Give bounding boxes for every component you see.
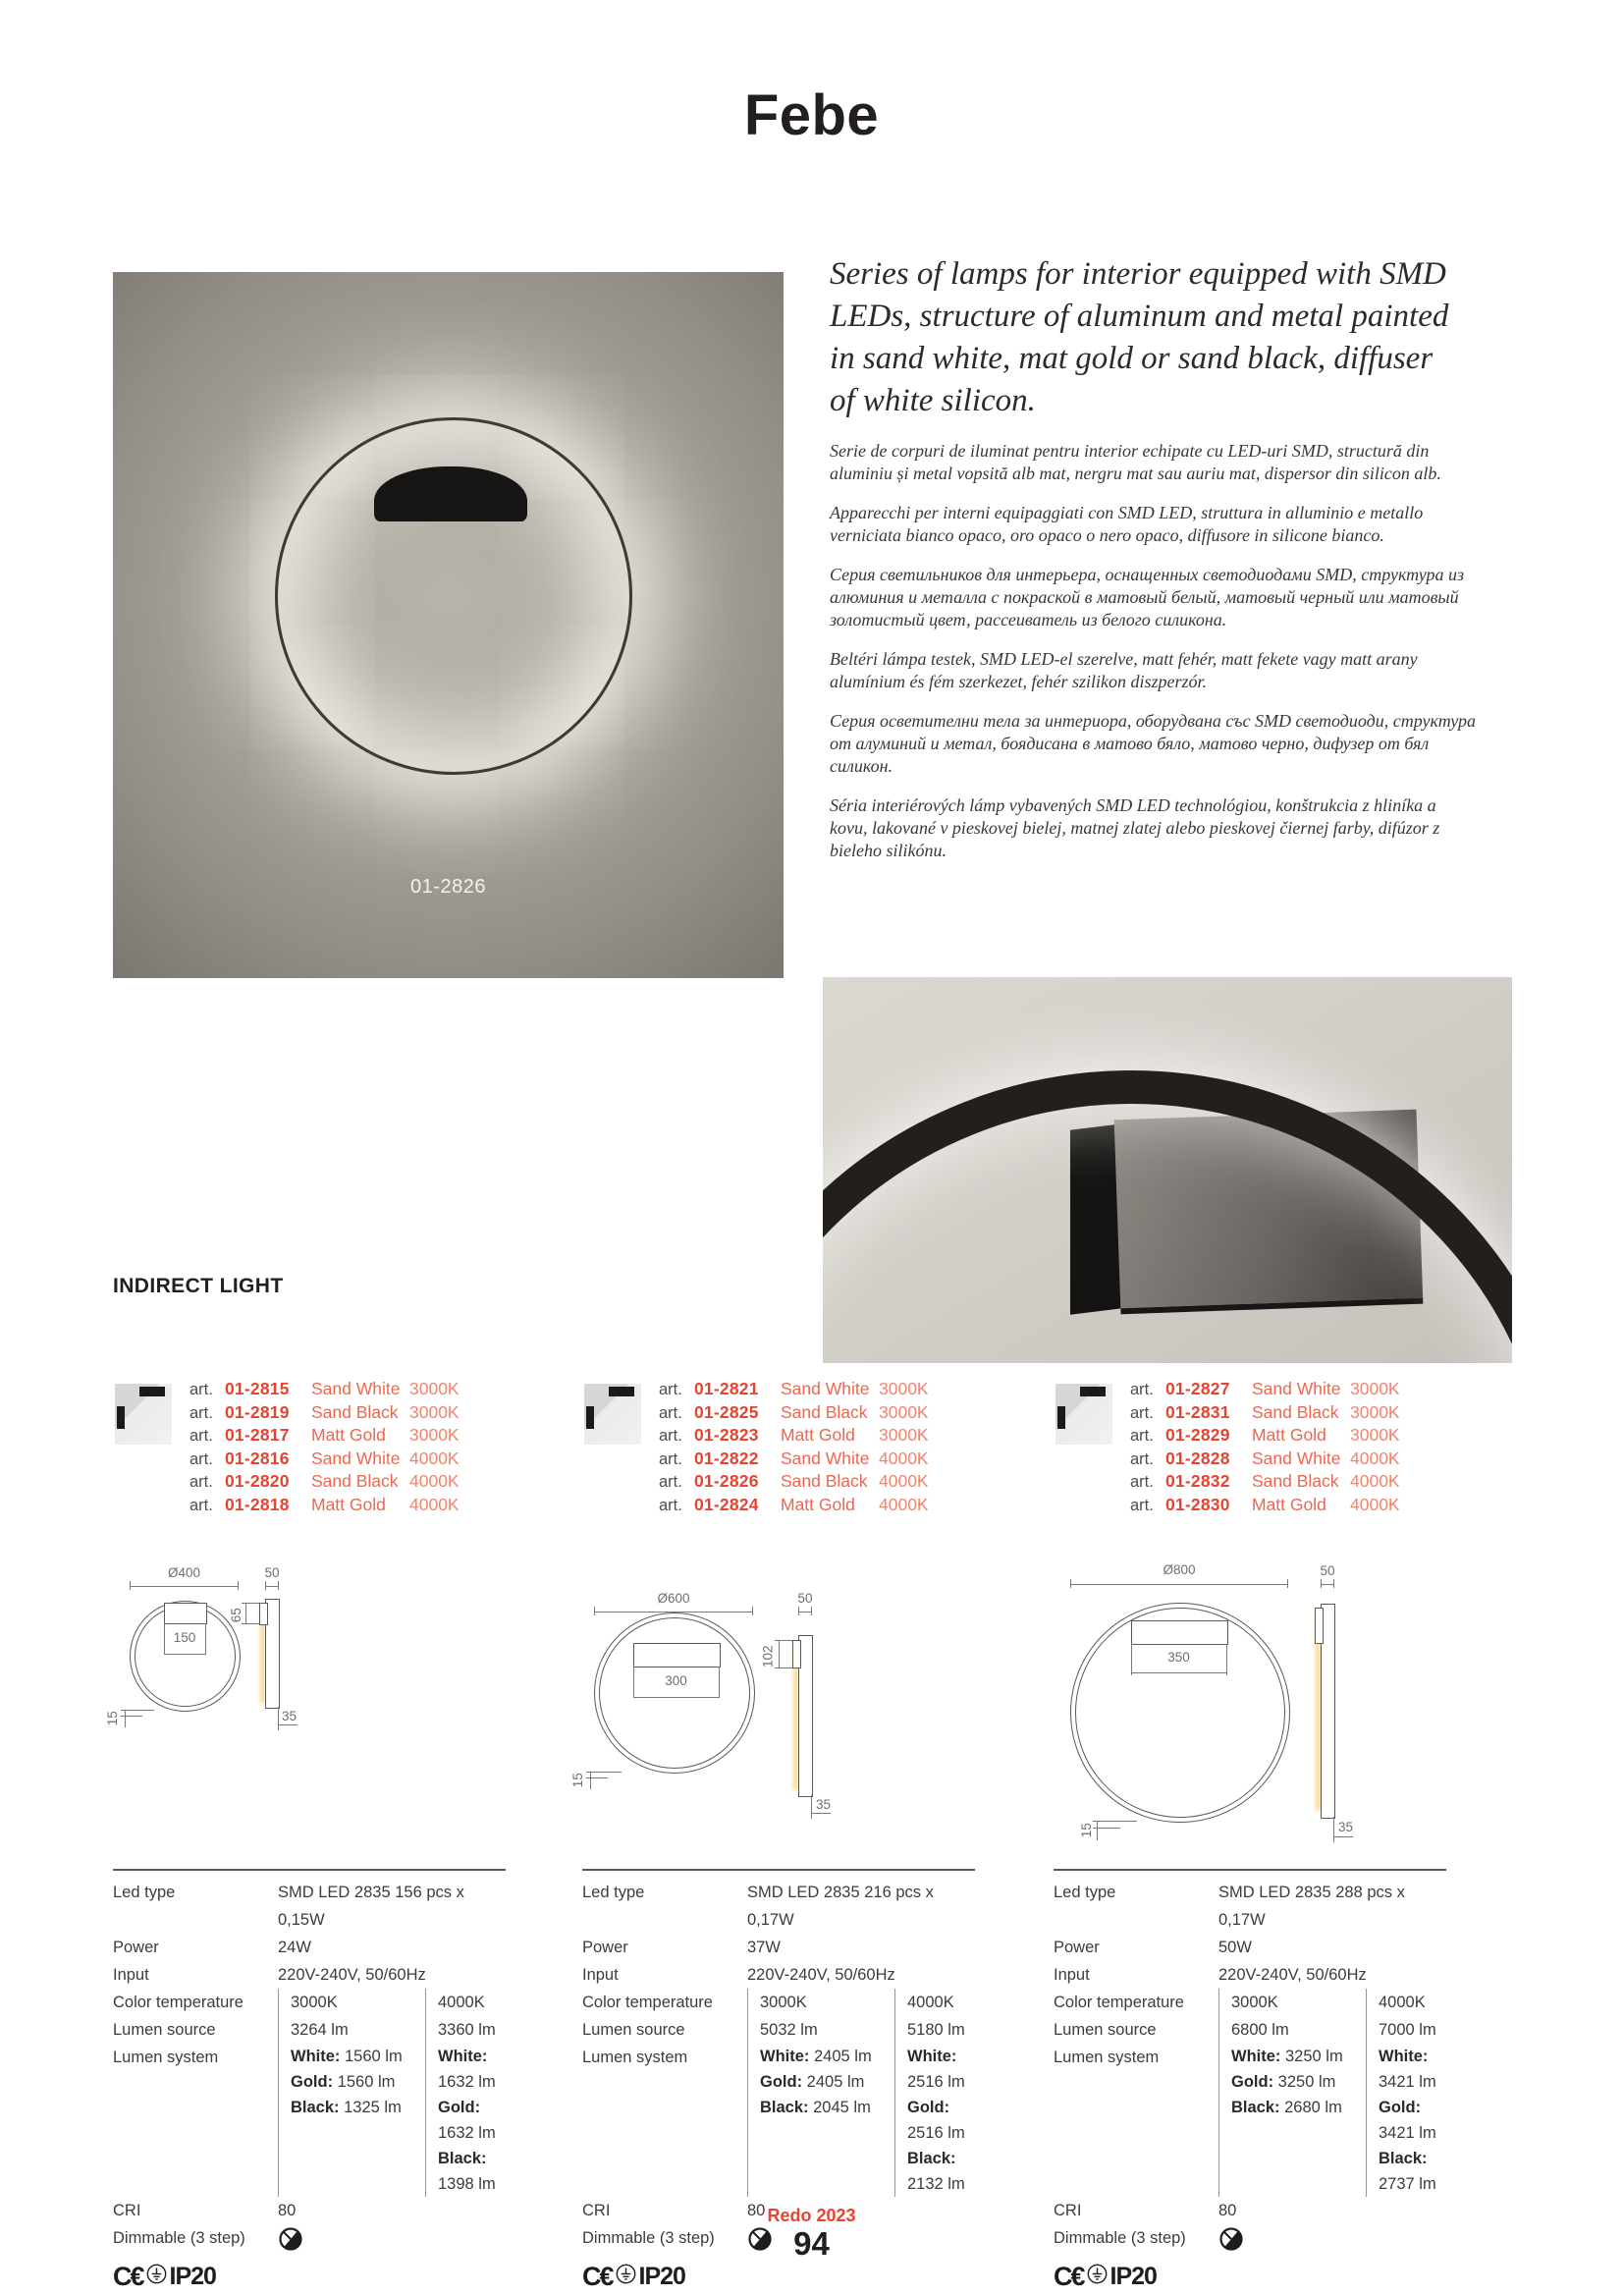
section-label: INDIRECT LIGHT — [113, 1275, 284, 1297]
article-finish: Sand Black — [1252, 1401, 1339, 1422]
spec-row: Dimmable (3 step) — [1054, 2224, 1446, 2256]
dim-depth: 50 — [264, 1565, 280, 1580]
certifications — [113, 2261, 506, 2291]
detail-photo — [823, 977, 1512, 1363]
article-finish: Sand Black — [781, 1401, 868, 1422]
article-temp: 4000K — [409, 1494, 460, 1514]
article-row: art. 01-2826 Sand Black 4000K — [659, 1470, 975, 1494]
article-row: art. 01-2820 Sand Black 4000K — [189, 1470, 506, 1494]
article-finish: Sand Black — [1252, 1471, 1339, 1491]
photo-caption: 01-2826 — [410, 876, 486, 898]
lumen-system-3000k: White: 1560 lm Gold: 1560 lm Black: 1325 lm — [278, 2044, 425, 2197]
article-row: art. 01-2824 Matt Gold 4000K — [659, 1494, 975, 1517]
article-code: 01-2832 — [1165, 1471, 1230, 1491]
article-finish: Sand White — [781, 1379, 870, 1398]
article-finish: Sand Black — [781, 1471, 868, 1491]
spec-row: Power 50W — [1054, 1934, 1446, 1961]
hero-photo — [113, 272, 784, 978]
dim-offset: 15 — [569, 1773, 585, 1788]
article-temp: 3000K — [879, 1401, 929, 1422]
ip-rating: IP20 — [1109, 2262, 1157, 2290]
spec-row: Led type SMD LED 2835 156 pcs x 0,15W — [113, 1879, 506, 1934]
page-title: Febe — [743, 83, 880, 147]
article-temp: 3000K — [879, 1425, 929, 1445]
spec-row: Lumen system White: 2405 lm Gold: 2405 lm Black: 2045 lm White: 2516 lm Gold: 2516 lm Black: 2132 lm — [582, 2044, 975, 2197]
dim-inner-width: 350 — [1167, 1650, 1190, 1665]
article-code: 01-2817 — [225, 1425, 290, 1445]
article-finish: Matt Gold — [1252, 1494, 1326, 1514]
ground-icon — [1087, 2264, 1108, 2289]
article-finish: Matt Gold — [311, 1425, 386, 1445]
temp-4000k: 4000K — [894, 1989, 975, 2016]
article-temp: 3000K — [409, 1425, 460, 1445]
led-type-value: SMD LED 2835 216 pcs x 0,17W — [747, 1884, 934, 1929]
technical-drawing-d400 — [104, 1565, 498, 1871]
article-finish: Sand Black — [311, 1471, 399, 1491]
article-code: 01-2820 — [225, 1471, 290, 1491]
cri-value: 80 — [1218, 2202, 1237, 2219]
article-row: art. 01-2821 Sand White 3000K — [659, 1378, 975, 1401]
spec-row: Power 37W — [582, 1934, 975, 1961]
article-row: art. 01-2830 Matt Gold 4000K — [1130, 1494, 1446, 1517]
page-number: 94 — [793, 2225, 830, 2262]
temp-4000k: 4000K — [425, 1989, 506, 2016]
article-temp: 4000K — [1350, 1494, 1400, 1514]
dim-diameter: Ø400 — [167, 1565, 201, 1580]
description-paragraph-hu: Beltéri lámpa testek, SMD LED-el szerelve, matt fehér, matt fekete vagy matt arany alumínium és fém szerkezet, fehér szilikon diszperzór. — [830, 649, 1418, 692]
article-code: 01-2821 — [694, 1379, 759, 1398]
description-paragraph-sk: Séria interiérových lámp vybavených SMD LED technológiou, konštrukcia z hliníka a kovu, lakované v pieskovej bielej, matnej zlatej alebo pieskovej čiernej farby, difúzor z bieleho silikónu. — [830, 795, 1440, 861]
spec-row: Lumen source 5032 lm 5180 lm — [582, 2016, 975, 2044]
article-code: 01-2823 — [694, 1425, 759, 1445]
article-row: art. 01-2832 Sand Black 4000K — [1130, 1470, 1446, 1494]
lumen-system-3000k: White: 2405 lm Gold: 2405 lm Black: 2045 lm — [747, 2044, 894, 2197]
spec-row: Lumen source 6800 lm 7000 lm — [1054, 2016, 1446, 2044]
article-temp: 4000K — [409, 1471, 460, 1491]
dim-diameter: Ø600 — [657, 1591, 690, 1606]
spec-row: Power 24W — [113, 1934, 506, 1961]
description-headline: Series of lamps for interior equipped with SMD LEDs, structure of aluminum and metal painted in sand white, mat gold or sand black, diffuser of white silicon. — [830, 256, 1449, 418]
ip-rating: IP20 — [169, 2262, 216, 2290]
article-code: 01-2824 — [694, 1494, 759, 1514]
article-list-d400 — [113, 1378, 506, 1540]
temp-4000k: 4000K — [1366, 1989, 1446, 2016]
article-finish: Matt Gold — [781, 1494, 855, 1514]
description-paragraphs — [830, 440, 1478, 879]
spec-row: Lumen system White: 1560 lm Gold: 1560 lm Black: 1325 lm White: 1632 lm Gold: 1632 lm Black: 1398 lm — [113, 2044, 506, 2197]
article-code: 01-2828 — [1165, 1448, 1230, 1468]
lumen-source-3000k: 3264 lm — [278, 2016, 425, 2044]
dim-wall: 35 — [1338, 1820, 1354, 1834]
spec-row: CRI 80 — [113, 2197, 506, 2224]
description-paragraph-it: Apparecchi per interni equipaggiati con SMD LED, struttura in alluminio e metallo verniciata bianco opaco, oro opaco o nero opaco, diffusore in silicone bianco. — [830, 503, 1424, 546]
article-temp: 4000K — [879, 1471, 929, 1491]
led-type-value: SMD LED 2835 156 pcs x 0,15W — [278, 1884, 464, 1929]
certifications — [1054, 2261, 1446, 2291]
spec-row: Led type SMD LED 2835 288 pcs x 0,17W — [1054, 1879, 1446, 1934]
article-temp: 4000K — [409, 1448, 460, 1468]
article-finish: Matt Gold — [311, 1494, 386, 1514]
article-list-d800 — [1054, 1378, 1446, 1540]
article-row: art. 01-2829 Matt Gold 3000K — [1130, 1424, 1446, 1448]
article-row: art. 01-2818 Matt Gold 4000K — [189, 1494, 506, 1517]
spec-row: Lumen system White: 3250 lm Gold: 3250 lm Black: 2680 lm White: 3421 lm Gold: 3421 lm Black: 2737 lm — [1054, 2044, 1446, 2197]
article-temp: 4000K — [1350, 1471, 1400, 1491]
article-temp: 4000K — [879, 1494, 929, 1514]
article-row: art. 01-2825 Sand Black 3000K — [659, 1401, 975, 1425]
article-temp: 3000K — [1350, 1425, 1400, 1445]
spec-row: Input 220V-240V, 50/60Hz — [113, 1961, 506, 1989]
temp-3000k: 3000K — [278, 1989, 425, 2016]
ip-rating: IP20 — [638, 2262, 685, 2290]
article-finish: Sand White — [781, 1448, 870, 1468]
input-value: 220V-240V, 50/60Hz — [747, 1966, 895, 1984]
dim-bracket: 102 — [760, 1645, 776, 1668]
product-thumbnail-icon — [115, 1384, 172, 1445]
article-temp: 3000K — [409, 1379, 460, 1398]
dim-offset: 15 — [1078, 1823, 1094, 1838]
dim-inner-width: 300 — [665, 1673, 687, 1688]
input-value: 220V-240V, 50/60Hz — [278, 1966, 426, 1984]
technical-drawing-d600 — [569, 1566, 967, 1881]
article-row: art. 01-2817 Matt Gold 3000K — [189, 1424, 506, 1448]
article-temp: 4000K — [879, 1448, 929, 1468]
article-temp: 3000K — [1350, 1401, 1400, 1422]
article-temp: 3000K — [409, 1401, 460, 1422]
cri-value: 80 — [747, 2202, 766, 2219]
description-paragraph-ro: Serie de corpuri de iluminat pentru interior echipate cu LED-uri SMD, structură din aluminiu și metal vopsită alb mat, nergru mat sau auriu mat, dispersor din silicon alb. — [830, 441, 1441, 484]
article-row: art. 01-2822 Sand White 4000K — [659, 1448, 975, 1471]
power-value: 37W — [747, 1939, 781, 1956]
article-row: art. 01-2827 Sand White 3000K — [1130, 1378, 1446, 1401]
certifications — [582, 2261, 975, 2291]
dim-diameter: Ø800 — [1163, 1562, 1196, 1577]
article-temp: 4000K — [1350, 1448, 1400, 1468]
led-type-value: SMD LED 2835 288 pcs x 0,17W — [1218, 1884, 1405, 1929]
spec-row: Color temperature 3000K 4000K — [582, 1989, 975, 2016]
article-finish: Sand White — [311, 1448, 401, 1468]
article-finish: Sand White — [1252, 1379, 1341, 1398]
spec-row: Lumen source 3264 lm 3360 lm — [113, 2016, 506, 2044]
article-finish: Matt Gold — [781, 1425, 855, 1445]
ce-mark: C€ — [1054, 2261, 1084, 2291]
article-row: art. 01-2819 Sand Black 3000K — [189, 1401, 506, 1425]
article-row: art. 01-2831 Sand Black 3000K — [1130, 1401, 1446, 1425]
article-code: 01-2825 — [694, 1401, 759, 1422]
temp-3000k: 3000K — [747, 1989, 894, 2016]
input-value: 220V-240V, 50/60Hz — [1218, 1966, 1367, 1984]
spec-row: Dimmable (3 step) — [113, 2224, 506, 2256]
article-code: 01-2816 — [225, 1448, 290, 1468]
article-code: 01-2831 — [1165, 1401, 1230, 1422]
lumen-source-4000k: 7000 lm — [1366, 2016, 1446, 2044]
lumen-source-4000k: 5180 lm — [894, 2016, 975, 2044]
ce-mark: C€ — [113, 2261, 143, 2291]
cri-value: 80 — [278, 2202, 297, 2219]
article-row: art. 01-2828 Sand White 4000K — [1130, 1448, 1446, 1471]
article-code: 01-2830 — [1165, 1494, 1230, 1514]
lumen-system-4000k: White: 2516 lm Gold: 2516 lm Black: 2132 lm — [894, 2044, 975, 2197]
article-row: art. 01-2815 Sand White 3000K — [189, 1378, 506, 1401]
ground-icon — [616, 2264, 636, 2289]
spec-row: Color temperature 3000K 4000K — [113, 1989, 506, 2016]
spec-row: CRI 80 — [582, 2197, 975, 2224]
technical-drawing-d800 — [1054, 1552, 1438, 1876]
product-thumbnail-icon — [1055, 1384, 1112, 1445]
description-paragraph-ru: Серия светильников для интерьера, оснащенных светодиодами SMD, структура из алюминия и металла с покраской в матовый белый, матовый черный или матовый золотистый цвет, рассеиватель из белого силикона. — [830, 565, 1464, 630]
lumen-system-3000k: White: 3250 lm Gold: 3250 lm Black: 2680 lm — [1218, 2044, 1366, 2197]
dim-bracket: 65 — [228, 1608, 243, 1623]
description-paragraph-bg: Серия осветителни тела за интериора, оборудвана със SMD светодиоди, структура от алуминий и метал, боядисана в матово бяло, матово черно, дифузер от бял силикон. — [830, 711, 1477, 777]
spec-row: Dimmable (3 step) — [582, 2224, 975, 2256]
article-list-d600 — [582, 1378, 975, 1540]
lumen-system-4000k: White: 1632 lm Gold: 1632 lm Black: 1398 lm — [425, 2044, 506, 2197]
article-code: 01-2815 — [225, 1379, 290, 1398]
article-temp: 3000K — [879, 1379, 929, 1398]
power-value: 50W — [1218, 1939, 1252, 1956]
article-code: 01-2827 — [1165, 1379, 1230, 1398]
dim-offset: 15 — [104, 1711, 120, 1726]
article-finish: Sand White — [1252, 1448, 1341, 1468]
dim-wall: 35 — [816, 1797, 832, 1812]
article-code: 01-2829 — [1165, 1425, 1230, 1445]
power-value: 24W — [278, 1939, 311, 1956]
spec-row: Led type SMD LED 2835 216 pcs x 0,17W — [582, 1879, 975, 1934]
lumen-source-3000k: 5032 lm — [747, 2016, 894, 2044]
dim-wall: 35 — [282, 1709, 298, 1723]
article-code: 01-2818 — [225, 1494, 290, 1514]
article-temp: 3000K — [1350, 1379, 1400, 1398]
product-thumbnail-icon — [584, 1384, 641, 1445]
spec-row: Input 220V-240V, 50/60Hz — [1054, 1961, 1446, 1989]
dim-depth: 50 — [797, 1591, 813, 1606]
dim-depth: 50 — [1320, 1563, 1335, 1578]
article-code: 01-2819 — [225, 1401, 290, 1422]
ce-mark: C€ — [582, 2261, 613, 2291]
article-finish: Sand Black — [311, 1401, 399, 1422]
ground-icon — [146, 2264, 167, 2289]
spec-row: Input 220V-240V, 50/60Hz — [582, 1961, 975, 1989]
article-code: 01-2822 — [694, 1448, 759, 1468]
lumen-source-3000k: 6800 lm — [1218, 2016, 1366, 2044]
footer-brand: Redo 2023 — [767, 2206, 856, 2225]
article-finish: Sand White — [311, 1379, 401, 1398]
article-row: art. 01-2816 Sand White 4000K — [189, 1448, 506, 1471]
spec-row: Color temperature 3000K 4000K — [1054, 1989, 1446, 2016]
lumen-source-4000k: 3360 lm — [425, 2016, 506, 2044]
spec-row: CRI 80 — [1054, 2197, 1446, 2224]
temp-3000k: 3000K — [1218, 1989, 1366, 2016]
dim-inner-width: 150 — [173, 1630, 196, 1645]
article-row: art. 01-2823 Matt Gold 3000K — [659, 1424, 975, 1448]
article-finish: Matt Gold — [1252, 1425, 1326, 1445]
article-code: 01-2826 — [694, 1471, 759, 1491]
lumen-system-4000k: White: 3421 lm Gold: 3421 lm Black: 2737 lm — [1366, 2044, 1446, 2197]
